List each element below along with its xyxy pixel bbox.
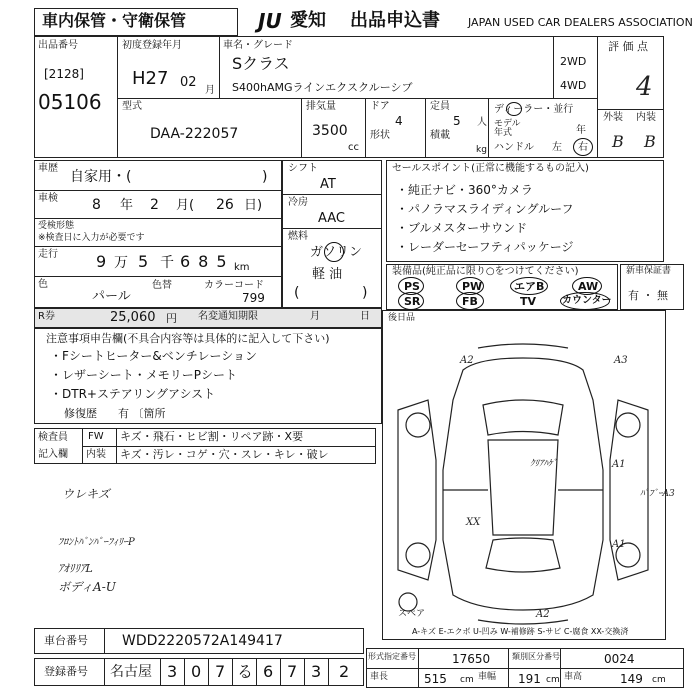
recycle-value: 25,060 (110, 310, 156, 325)
equipment-airbag: エアB (514, 280, 545, 293)
lot-number: 05106 (38, 90, 102, 114)
drive-4wd: 4WD (560, 79, 587, 92)
transfer-label: 受検形態 (38, 221, 75, 231)
equipment-pw: PW (462, 280, 483, 293)
inspection-year-unit: 年 (120, 198, 134, 213)
equipment-tv: TV (520, 295, 537, 308)
handwritten-note-3: ｱｵﾘﾘｱL (58, 562, 93, 575)
plate-num-2: 0 (191, 662, 202, 681)
score-int-value: B (644, 132, 656, 151)
selling-point-1: ・純正ナビ・360°カメラ (396, 183, 533, 197)
logo-mark: JU (258, 9, 282, 33)
mileage-man-unit: 万 (114, 255, 128, 271)
dealer-label: ディーラー・並行 (494, 104, 574, 115)
plate-n-4: 2 (339, 662, 350, 681)
storage-note: 車内保管・守衛保管 (42, 11, 187, 30)
history-close: ) (262, 169, 268, 185)
dealer-circle (506, 102, 522, 116)
mileage-rest: 685 (180, 252, 235, 271)
color-code-label: カラーコード (204, 280, 264, 291)
damage-xx: XX (466, 517, 481, 528)
notice-month: 月 (310, 311, 320, 322)
inspection-day-unit: 日) (244, 198, 263, 213)
spec-wid-unit: cm (546, 675, 560, 685)
spec-cat-value: 0024 (604, 652, 635, 666)
plate-kana: る (237, 662, 254, 681)
load-label: 積載 (430, 130, 450, 141)
inspector-label-2: 記入欄 (38, 449, 68, 460)
capacity-value: 5 (453, 114, 461, 128)
selling-point-3: ・ブルメスターサウンド (396, 221, 528, 235)
doors-label: ドア (370, 101, 390, 112)
mileage-sen-left: 5 (138, 252, 149, 271)
spec-hei-label: 車高 (564, 672, 583, 682)
damage-a2-rear: A2 (536, 609, 550, 620)
equipment-label: 装備品(純正品に限り○をつけてください) (392, 266, 579, 277)
fuel-kerosene: 軽 油 (312, 267, 343, 282)
history-label: 車歴 (38, 163, 58, 174)
lot-label: 出品番号 (38, 40, 78, 51)
equipment-counter: カウンター (562, 295, 612, 306)
later-label: 後日品 (388, 313, 416, 323)
damage-a1-rear: A1 (612, 539, 626, 550)
shift-label: シフト (288, 163, 318, 174)
damage-a1-right: A1 (612, 459, 626, 470)
inspector-label-1: 検査員 (38, 432, 68, 443)
first-reg-month-unit: 月 (205, 85, 215, 96)
mileage-unit: km (234, 262, 250, 273)
inspection-month-unit: 月( (176, 198, 195, 213)
mileage-label: 走行 (38, 249, 58, 260)
drive-2wd: 2WD (560, 55, 587, 68)
chassis-value: WDD2220572A149417 (122, 633, 283, 649)
inspection-day: 26 (216, 197, 234, 213)
score-ext-value: B (612, 132, 624, 151)
plate-n-1: 6 (263, 662, 274, 681)
inspector-fw-items: キズ・飛石・ヒビ割・リペア跡・X要 (120, 430, 304, 443)
cooling-label: 冷房 (288, 197, 308, 208)
association-name: JAPAN USED CAR DEALERS ASSOCIATION (468, 16, 693, 29)
spec-cat-label: 類別区分番号 (512, 652, 560, 661)
plate-num-1: 3 (167, 662, 178, 681)
fuel-circle (324, 242, 344, 262)
inspector-int-label: 内装 (86, 449, 106, 460)
damage-bumper-a3: ﾊﾟﾌﾞｰA3 (640, 489, 675, 499)
recycle-unit: 円 (166, 312, 177, 325)
spec-wid: 191 (518, 672, 541, 686)
damage-a3-front: A3 (614, 355, 628, 366)
shape-label: 形状 (370, 130, 390, 141)
handwritten-note-1: ウレキズ (62, 487, 110, 501)
score-value: 4 (636, 72, 653, 102)
selling-points-label: セールスポイント(正常に機能するもの記入) (392, 163, 589, 174)
mileage-sen-unit: 千 (160, 255, 174, 271)
handle-right-circle (573, 138, 593, 156)
spec-wid-label: 車幅 (478, 672, 497, 682)
inspection-year: 8 (92, 197, 101, 213)
displacement-label: 排気量 (306, 101, 336, 112)
plate-num-3: 7 (215, 662, 226, 681)
airbag-circle (510, 277, 548, 295)
handle-left: 左 (552, 142, 562, 153)
spec-len-unit: cm (460, 675, 474, 685)
cooling-value: AAC (318, 211, 345, 226)
score-ext-label: 外装 (603, 112, 623, 123)
inspector-int-items: キズ・汚レ・コゲ・穴・スレ・キレ・破レ (120, 448, 329, 461)
damage-clear-peel: ｸﾘｱﾊｹﾞ (530, 459, 558, 469)
handle-label: ハンドル (494, 142, 534, 153)
color-code: 799 (242, 291, 265, 305)
damage-a2-front: A2 (460, 355, 474, 366)
first-reg-label: 初度登録年月 (122, 40, 182, 51)
chassis-label: 車台番号 (44, 634, 88, 647)
spec-type-value: 17650 (452, 652, 491, 666)
repair-value: 有 〔箇所 (118, 407, 166, 420)
first-reg-era-year: H27 (132, 68, 169, 89)
recycle-label: R券 (38, 311, 55, 322)
equipment-ps: PS (404, 280, 420, 293)
counter-circle (560, 292, 610, 310)
fb-circle (456, 292, 484, 310)
car-diagram (388, 340, 658, 625)
model-year-unit: 年 (576, 125, 586, 136)
score-int-label: 内装 (636, 112, 656, 123)
capacity-label: 定員 (430, 101, 450, 112)
warranty-label: 新車保証書 (626, 266, 672, 276)
repair-label: 修復歴 (64, 407, 97, 420)
history-value: 自家用・( (70, 169, 132, 185)
spec-hei: 149 (620, 672, 643, 686)
handwritten-note-2: ﾌﾛﾝﾄﾊﾞﾝﾊﾟｰﾌｨﾘｰP (58, 537, 135, 548)
spec-len: 515 (424, 672, 447, 686)
plate-area: 名古屋 (110, 664, 152, 680)
fuel-label: 燃料 (288, 231, 308, 242)
displacement-unit: cc (348, 142, 359, 153)
equipment-aw: AW (578, 280, 599, 293)
vehicle-name-label: 車名・グレード (223, 40, 293, 51)
shift-value: AT (320, 177, 336, 192)
equipment-fb: FB (462, 295, 478, 308)
model-label: 型式 (122, 101, 142, 112)
model-value: DAA-222057 (150, 126, 239, 142)
inspector-fw-label: FW (88, 431, 104, 442)
spec-hei-unit: cm (652, 675, 666, 685)
spec-type-label: 形式指定番号 (368, 652, 416, 661)
fuel-gasoline: ガソリン (310, 245, 363, 260)
note-3: ・DTR+ステアリングアシスト (50, 387, 216, 401)
spec-len-label: 車長 (370, 672, 389, 682)
capacity-unit: 人 (477, 117, 487, 128)
equipment-sr: SR (404, 295, 421, 308)
score-label: 評 価 点 (608, 40, 648, 53)
fuel-paren-close: ) (362, 285, 368, 301)
selling-point-4: ・レーダーセーフティパッケージ (396, 240, 574, 254)
inspection-month: 2 (150, 197, 159, 213)
vehicle-name: Sクラス (232, 54, 290, 73)
vehicle-grade: S400hAMGラインエクスクルーシブ (232, 81, 413, 94)
notice-label: 名変通知期限 (198, 311, 258, 322)
fuel-paren-open: ( (294, 285, 300, 301)
repaint-label: 色替 (152, 280, 172, 291)
doors-value: 4 (395, 114, 403, 128)
logo-place: 愛知 (290, 10, 326, 31)
notice-day: 日 (360, 311, 370, 322)
damage-legend: A-キズ E-エクボ U-凹み W-補修跡 S-サビ C-腐食 XX-交換済 (412, 627, 629, 636)
lot-bracket: [2128] (44, 67, 84, 81)
color-value: パール (92, 289, 131, 304)
handle-right: 右 (578, 142, 588, 153)
note-2: ・レザーシート・メモリーPシート (50, 368, 237, 382)
notes-label: 注意事項申告欄(不具合内容等は具体的に記入して下さい) (46, 332, 330, 345)
selling-point-2: ・パノラマスライディングルーフ (396, 202, 574, 216)
transfer-note: ※検査日に入力が必要です (38, 233, 145, 243)
inspection-label: 車検 (38, 193, 58, 204)
spare-label: スペア (398, 609, 426, 619)
plate-n-2: 7 (287, 662, 298, 681)
plate-label: 登録番号 (44, 665, 88, 678)
form-title: 出品申込書 (350, 10, 440, 31)
handwritten-note-4: ボディA-U (58, 580, 116, 594)
warranty-yes-no: 有 ・ 無 (628, 289, 668, 302)
load-unit: kg (476, 145, 487, 155)
mileage-man: 9 (96, 252, 107, 271)
note-1: ・Fシートヒーター&ベンチレーション (50, 349, 258, 363)
model-year-label: モデル年式 (494, 119, 521, 138)
first-reg-month: 02 (180, 75, 197, 90)
plate-n-3: 3 (311, 662, 322, 681)
sr-circle (398, 292, 424, 310)
color-label: 色 (38, 279, 48, 290)
displacement-value: 3500 (312, 123, 348, 139)
